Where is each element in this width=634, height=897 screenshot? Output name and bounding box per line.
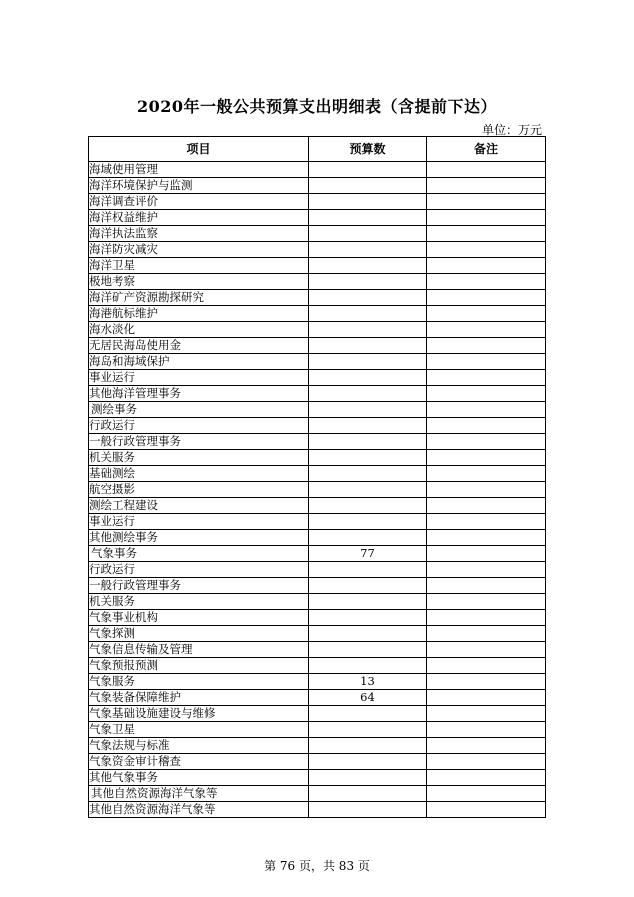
row-item-name: 海岛和海域保护 [89, 354, 309, 370]
row-note [427, 338, 546, 354]
table-row [89, 498, 546, 514]
row-budget-value [309, 274, 427, 290]
row-item-name: 气象事业机构 [89, 610, 309, 626]
table-row [89, 450, 546, 466]
row-item-name: 海港航标维护 [89, 306, 309, 322]
row-budget-value [309, 450, 427, 466]
row-budget-value [309, 626, 427, 642]
row-budget-value [309, 258, 427, 274]
row-budget-value [309, 386, 427, 402]
row-budget-value: 13 [309, 674, 427, 690]
row-budget-value [309, 242, 427, 258]
row-budget-value [309, 162, 427, 178]
row-item-name: 气象卫星 [89, 722, 309, 738]
table-row [89, 610, 546, 626]
row-budget-value [309, 306, 427, 322]
table-row [89, 706, 546, 722]
row-budget-value [309, 578, 427, 594]
table-body [89, 162, 546, 818]
table-row [89, 642, 546, 658]
row-budget-value [309, 514, 427, 530]
row-note [427, 786, 546, 802]
row-budget-value [309, 786, 427, 802]
row-budget-value [309, 530, 427, 546]
row-note [427, 722, 546, 738]
row-budget-value [309, 178, 427, 194]
table-row [89, 770, 546, 786]
header-item: 项目 [89, 137, 309, 162]
row-item-name: 气象法规与标准 [89, 738, 309, 754]
row-budget-value [309, 402, 427, 418]
page-footer: 第 76 页，共 83 页 [264, 859, 370, 873]
table-row [89, 594, 546, 610]
row-item-name: 事业运行 [89, 514, 309, 530]
row-item-name: 机关服务 [89, 594, 309, 610]
row-item-name: 行政运行 [89, 562, 309, 578]
row-note [427, 738, 546, 754]
header-note: 备注 [427, 137, 546, 162]
row-item-name: 机关服务 [89, 450, 309, 466]
table-row [89, 546, 546, 562]
table-row [89, 194, 546, 210]
row-note [427, 322, 546, 338]
row-budget-value [309, 658, 427, 674]
row-budget-value [309, 594, 427, 610]
row-note [427, 498, 546, 514]
row-note [427, 690, 546, 706]
table-row [89, 514, 546, 530]
row-item-name: 海洋权益维护 [89, 210, 309, 226]
row-budget-value [309, 802, 427, 818]
row-note [427, 466, 546, 482]
row-item-name: 海域使用管理 [89, 162, 309, 178]
row-item-name: 气象基础设施建设与维修 [89, 706, 309, 722]
table-row [89, 178, 546, 194]
row-note [427, 594, 546, 610]
row-note [427, 402, 546, 418]
table-row [89, 370, 546, 386]
row-note [427, 162, 546, 178]
row-note [427, 242, 546, 258]
row-item-name: 基础测绘 [89, 466, 309, 482]
row-item-name: 航空摄影 [89, 482, 309, 498]
row-item-name: 一般行政管理事务 [89, 434, 309, 450]
row-item-name: 气象事务 [89, 546, 309, 562]
row-item-name: 气象预报预测 [89, 658, 309, 674]
row-budget-value [309, 562, 427, 578]
row-budget-value [309, 434, 427, 450]
table-row [89, 738, 546, 754]
row-budget-value [309, 338, 427, 354]
table-row [89, 354, 546, 370]
row-item-name: 海洋环境保护与监测 [89, 178, 309, 194]
row-item-name: 事业运行 [89, 370, 309, 386]
table-row [89, 626, 546, 642]
row-note [427, 530, 546, 546]
row-item-name: 无居民海岛使用金 [89, 338, 309, 354]
table-row [89, 258, 546, 274]
table-row [89, 402, 546, 418]
page-title: 2020年一般公共预算支出明细表（含提前下达） [136, 97, 498, 116]
row-item-name: 海洋卫星 [89, 258, 309, 274]
table-header-row [89, 137, 546, 162]
unit-label: 单位：万元 [481, 123, 542, 137]
row-item-name: 海洋矿产资源勘探研究 [89, 290, 309, 306]
table-row [89, 722, 546, 738]
table-row [89, 530, 546, 546]
table-row [89, 690, 546, 706]
row-note [427, 194, 546, 210]
row-note [427, 178, 546, 194]
header-budget: 预算数 [309, 137, 427, 162]
table-row [89, 802, 546, 818]
row-note [427, 306, 546, 322]
table-row [89, 466, 546, 482]
table-row [89, 290, 546, 306]
row-note [427, 674, 546, 690]
row-budget-value: 77 [309, 546, 427, 562]
row-item-name: 海洋执法监察 [89, 226, 309, 242]
row-item-name: 海洋调查评价 [89, 194, 309, 210]
table-row [89, 434, 546, 450]
row-budget-value [309, 770, 427, 786]
table-row [89, 562, 546, 578]
row-item-name: 海水淡化 [89, 322, 309, 338]
table-row [89, 210, 546, 226]
table-row [89, 338, 546, 354]
row-budget-value [309, 642, 427, 658]
row-item-name: 气象服务 [89, 674, 309, 690]
row-note [427, 642, 546, 658]
row-budget-value [309, 482, 427, 498]
row-budget-value [309, 210, 427, 226]
row-budget-value [309, 722, 427, 738]
row-budget-value [309, 370, 427, 386]
table-row [89, 162, 546, 178]
row-item-name: 行政运行 [89, 418, 309, 434]
row-note [427, 562, 546, 578]
row-budget-value [309, 498, 427, 514]
budget-table [88, 136, 546, 818]
row-budget-value [309, 290, 427, 306]
row-note [427, 754, 546, 770]
row-item-name: 其他自然资源海洋气象等 [89, 802, 309, 818]
row-budget-value [309, 466, 427, 482]
row-note [427, 706, 546, 722]
row-note [427, 258, 546, 274]
row-item-name: 极地考察 [89, 274, 309, 290]
row-note [427, 210, 546, 226]
row-item-name: 测绘事务 [89, 402, 309, 418]
table-row [89, 482, 546, 498]
row-item-name: 其他海洋管理事务 [89, 386, 309, 402]
row-item-name: 气象资金审计稽查 [89, 754, 309, 770]
row-note [427, 482, 546, 498]
row-budget-value [309, 610, 427, 626]
row-budget-value [309, 418, 427, 434]
table-row [89, 418, 546, 434]
row-item-name: 其他自然资源海洋气象等 [89, 786, 309, 802]
table-row [89, 786, 546, 802]
row-note [427, 770, 546, 786]
row-item-name: 其他测绘事务 [89, 530, 309, 546]
row-budget-value [309, 738, 427, 754]
row-note [427, 370, 546, 386]
row-budget-value [309, 754, 427, 770]
row-item-name: 测绘工程建设 [89, 498, 309, 514]
row-item-name: 一般行政管理事务 [89, 578, 309, 594]
row-budget-value [309, 354, 427, 370]
row-note [427, 658, 546, 674]
row-budget-value [309, 194, 427, 210]
row-note [427, 546, 546, 562]
table-row [89, 658, 546, 674]
row-note [427, 290, 546, 306]
table-row [89, 386, 546, 402]
row-budget-value: 64 [309, 690, 427, 706]
row-note [427, 354, 546, 370]
row-note [427, 802, 546, 818]
row-budget-value [309, 706, 427, 722]
table-row [89, 274, 546, 290]
row-note [427, 434, 546, 450]
table-row [89, 754, 546, 770]
row-note [427, 450, 546, 466]
table-row [89, 674, 546, 690]
table-row [89, 242, 546, 258]
row-item-name: 其他气象事务 [89, 770, 309, 786]
table-row [89, 322, 546, 338]
row-note [427, 226, 546, 242]
row-note [427, 578, 546, 594]
row-note [427, 418, 546, 434]
row-budget-value [309, 322, 427, 338]
row-note [427, 610, 546, 626]
row-note [427, 274, 546, 290]
row-item-name: 气象装备保障维护 [89, 690, 309, 706]
row-item-name: 气象探测 [89, 626, 309, 642]
row-note [427, 514, 546, 530]
row-note [427, 626, 546, 642]
row-item-name: 海洋防灾减灾 [89, 242, 309, 258]
row-budget-value [309, 226, 427, 242]
table-row [89, 306, 546, 322]
row-item-name: 气象信息传输及管理 [89, 642, 309, 658]
table-row [89, 578, 546, 594]
table-row [89, 226, 546, 242]
row-note [427, 386, 546, 402]
